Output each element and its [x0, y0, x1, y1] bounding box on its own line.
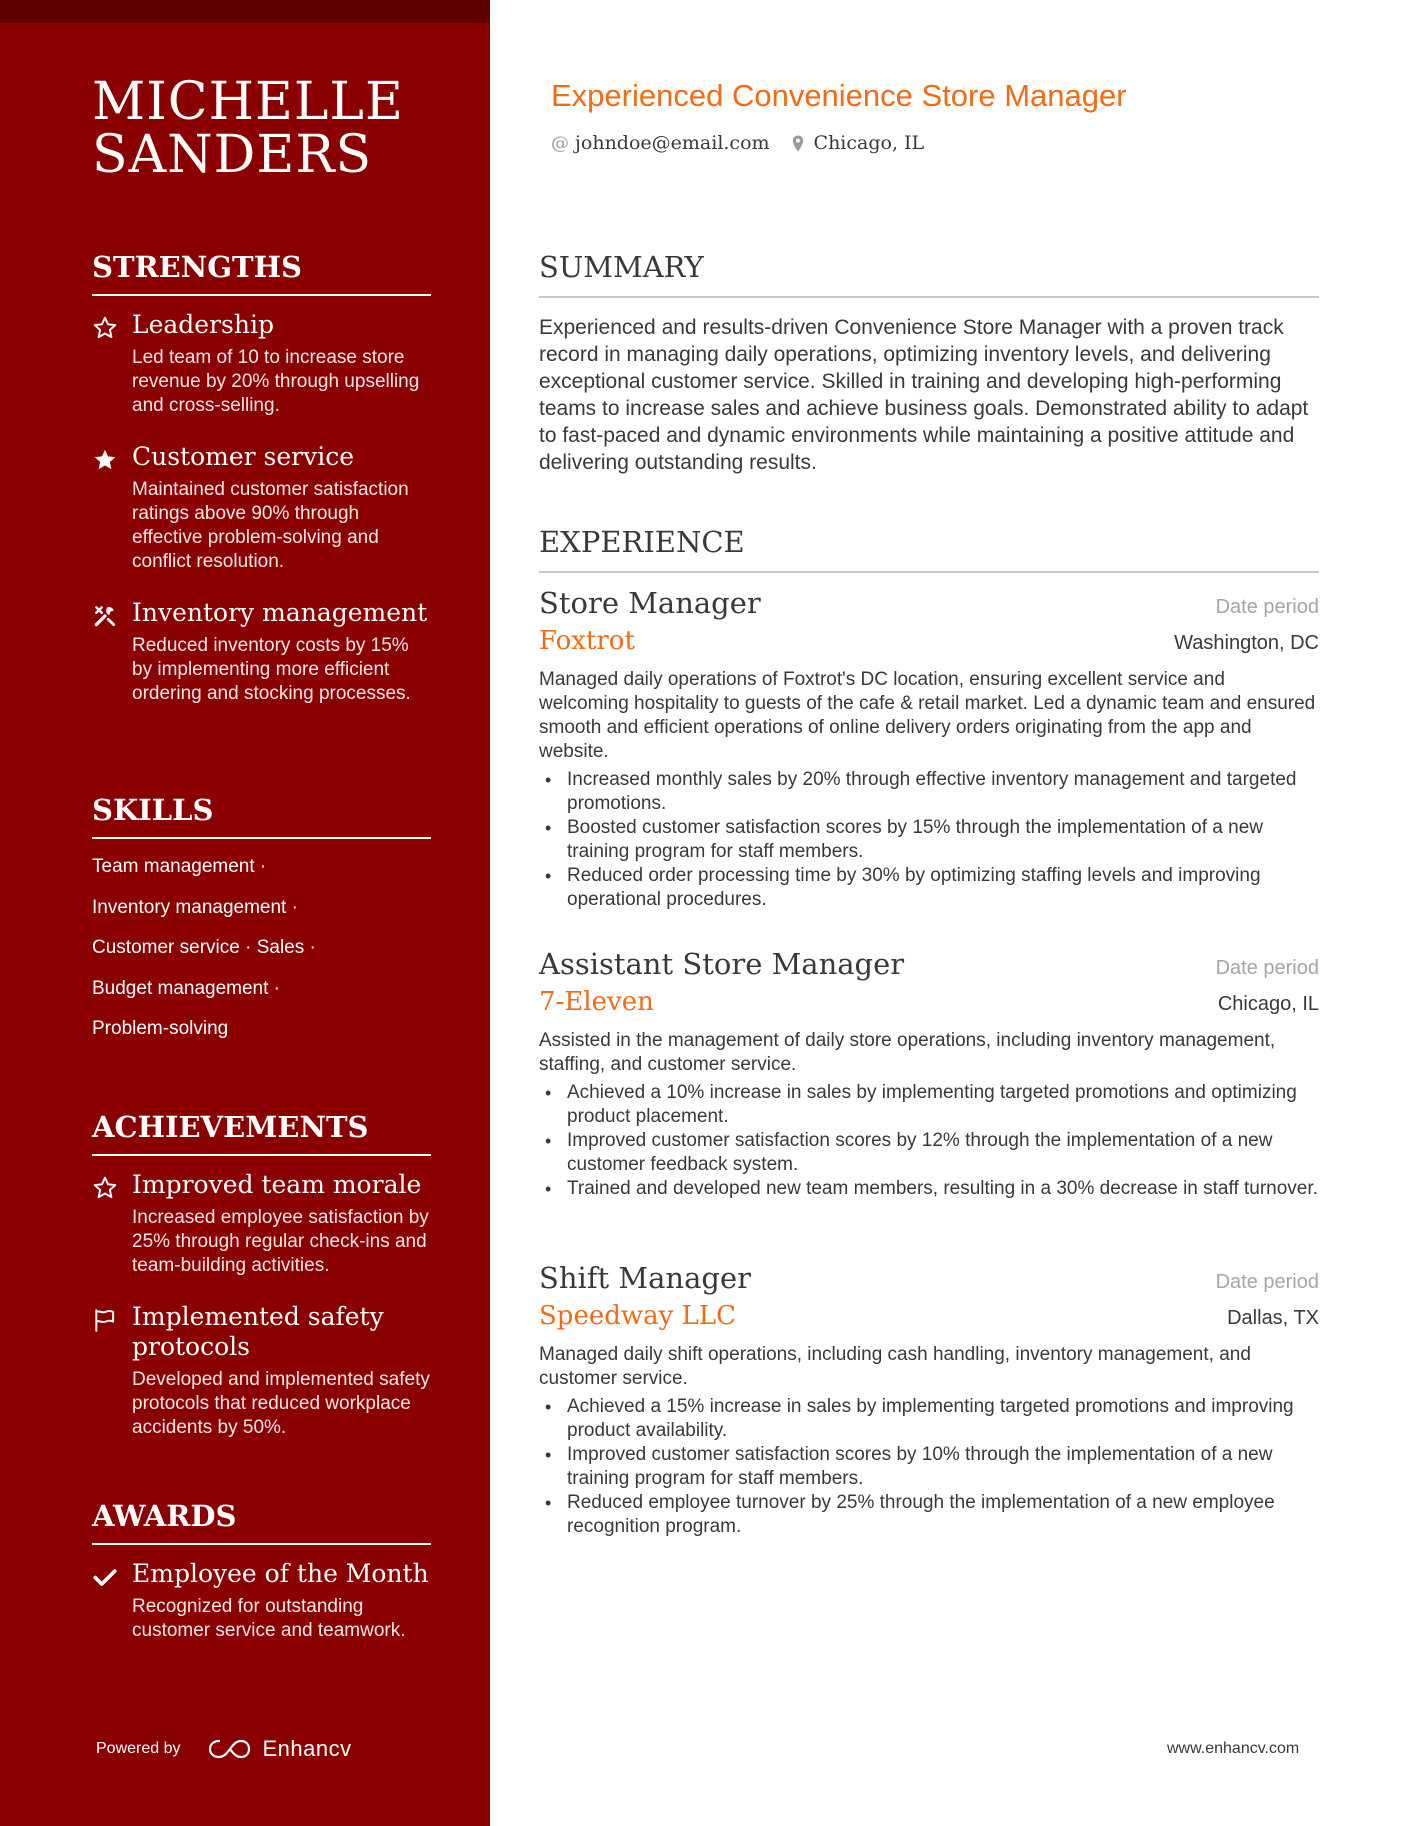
achievement-title: Improved team morale	[132, 1170, 422, 1199]
achievement-desc: Developed and implemented safety protocols that reduced workplace accidents by 50%.	[132, 1369, 430, 1438]
awards-title: AWARDS	[92, 1499, 431, 1545]
job-bullets	[539, 1395, 1319, 1539]
job-date: Date period	[1215, 1271, 1319, 1293]
job-title: Assistant Store Manager	[539, 947, 905, 981]
awards-section	[92, 1499, 431, 1643]
job-entry	[539, 1259, 1319, 1539]
strength-item	[92, 442, 431, 574]
job-bullet: • Trained and developed new team members, resulting in a 30% decrease in staff turnover.	[539, 1177, 1319, 1201]
powered-by-label: Powered by	[96, 1740, 181, 1757]
job-bullet: • Improved customer satisfaction scores by 12% through the implementation of a new customer feedback system.	[539, 1129, 1319, 1177]
last-name: SANDERS	[92, 125, 373, 185]
sidebar-top-bar	[0, 0, 490, 23]
job-description: Assisted in the management of daily store operations, including inventory management, staffing, and customer service.	[539, 1030, 1276, 1075]
achievement-item	[92, 1170, 431, 1278]
skill-line: Problem-solving	[92, 1018, 229, 1039]
job-company: Foxtrot	[539, 626, 635, 656]
job-bullet: • Boosted customer satisfaction scores by 15% through the implementation of a new training program for staff members.	[539, 816, 1319, 864]
job-bullet: • Improved customer satisfaction scores by 10% through the implementation of a new training program for staff members.	[539, 1443, 1319, 1491]
skills-title: SKILLS	[92, 793, 431, 839]
summary-title: SUMMARY	[539, 250, 1319, 298]
star-outline-icon	[92, 315, 118, 341]
skill-line: Budget management ·	[92, 977, 281, 999]
strength-desc: Maintained customer satisfaction ratings above 90% through effective problem-solving and conflict resolution.	[132, 479, 409, 572]
tools-icon	[92, 603, 118, 629]
achievement-item	[92, 1302, 431, 1440]
location-pin-icon	[792, 135, 814, 152]
achievement-desc: Increased employee satisfaction by 25% through regular check-ins and team-building activities.	[132, 1207, 429, 1276]
contact-info	[551, 132, 924, 154]
strength-desc: Reduced inventory costs by 15% by implementing more efficient ordering and stocking processes.	[132, 635, 411, 704]
job-entry	[539, 945, 1319, 1201]
flag-icon	[92, 1307, 118, 1333]
job-title: Shift Manager	[539, 1261, 751, 1295]
job-entry	[539, 584, 1319, 912]
job-date: Date period	[1215, 596, 1319, 618]
skill-line: Team management ·	[92, 856, 267, 877]
strength-title: Inventory management	[132, 598, 428, 627]
contact-location: Chicago, IL	[813, 132, 925, 154]
achievements-section	[92, 1110, 431, 1440]
enhancv-site-link[interactable]: www.enhancv.com	[1167, 1740, 1300, 1757]
job-title: Store Manager	[539, 586, 761, 620]
headline: Experienced Convenience Store Manager	[551, 78, 1127, 113]
skill-line: Inventory management ·	[92, 896, 298, 918]
star-filled-icon	[92, 447, 118, 473]
job-date: Date period	[1215, 957, 1319, 979]
strengths-title: STRENGTHS	[92, 250, 431, 296]
job-bullet: • Reduced order processing time by 30% by optimizing staffing levels and improving operational procedures.	[539, 864, 1319, 912]
at-icon: @	[551, 132, 569, 154]
summary-text: Experienced and results-driven Convenience Store Manager with a proven track record in managing daily operations, optimizing inventory levels, and delivering exceptional customer service. Skilled in training and developing high-performing teams to increase sales and achieve business goals. Demonstrated ability to adapt to fast-paced and dynamic environments while maintaining a positive attitude and delivering outstanding results.	[539, 316, 1309, 474]
job-bullet: • Achieved a 15% increase in sales by implementing targeted promotions and improving product availability.	[539, 1395, 1319, 1443]
experience-title: EXPERIENCE	[539, 525, 1319, 573]
job-bullet: • Increased monthly sales by 20% through effective inventory management and targeted promotions.	[539, 768, 1319, 816]
enhancv-logo[interactable]	[207, 1736, 352, 1762]
job-bullets	[539, 1081, 1319, 1201]
strength-item	[92, 310, 431, 418]
job-bullet: • Achieved a 10% increase in sales by implementing targeted promotions and optimizing product placement.	[539, 1081, 1319, 1129]
skill-line: Customer service · Sales ·	[92, 937, 316, 958]
skills-list	[92, 855, 431, 1041]
award-title: Employee of the Month	[132, 1559, 429, 1588]
skills-section	[92, 793, 431, 1058]
job-bullet: • Reduced employee turnover by 25% through the implementation of a new employee recognition program.	[539, 1491, 1319, 1539]
first-name: MICHELLE	[92, 72, 404, 132]
award-desc: Recognized for outstanding customer service and teamwork.	[132, 1596, 406, 1641]
candidate-name	[92, 72, 452, 185]
strength-item	[92, 598, 431, 706]
strength-desc: Led team of 10 to increase store revenue by 20% through upselling and cross-selling.	[132, 347, 420, 416]
strengths-section	[92, 250, 431, 706]
strength-title: Customer service	[132, 442, 355, 471]
enhancv-logo-icon	[207, 1737, 253, 1761]
job-description: Managed daily shift operations, including cash handling, inventory management, and customer service.	[539, 1344, 1251, 1389]
contact-email[interactable]: johndoe@email.com	[575, 132, 770, 154]
strength-title: Leadership	[132, 310, 274, 339]
award-item	[92, 1559, 431, 1643]
job-location: Washington, DC	[1174, 632, 1319, 654]
achievements-title: ACHIEVEMENTS	[92, 1110, 431, 1156]
powered-by	[96, 1736, 352, 1762]
job-location: Chicago, IL	[1217, 993, 1319, 1015]
enhancv-brand: Enhancv	[262, 1736, 352, 1761]
main-content	[539, 0, 1319, 1826]
job-location: Dallas, TX	[1227, 1307, 1319, 1329]
job-company: Speedway LLC	[539, 1301, 737, 1331]
job-description: Managed daily operations of Foxtrot's DC location, ensuring excellent service and welcoming hospitality to guests of the cafe & retail market. Led a dynamic team and ensured smooth and efficient operations of online delivery orders originating from the app and website.	[539, 669, 1316, 762]
achievement-title: Implemented safety protocols	[132, 1302, 384, 1361]
job-bullets	[539, 768, 1319, 912]
star-outline-icon	[92, 1175, 118, 1201]
checkmark-icon	[92, 1564, 118, 1590]
job-company: 7-Eleven	[539, 987, 654, 1017]
sidebar	[0, 0, 490, 1826]
